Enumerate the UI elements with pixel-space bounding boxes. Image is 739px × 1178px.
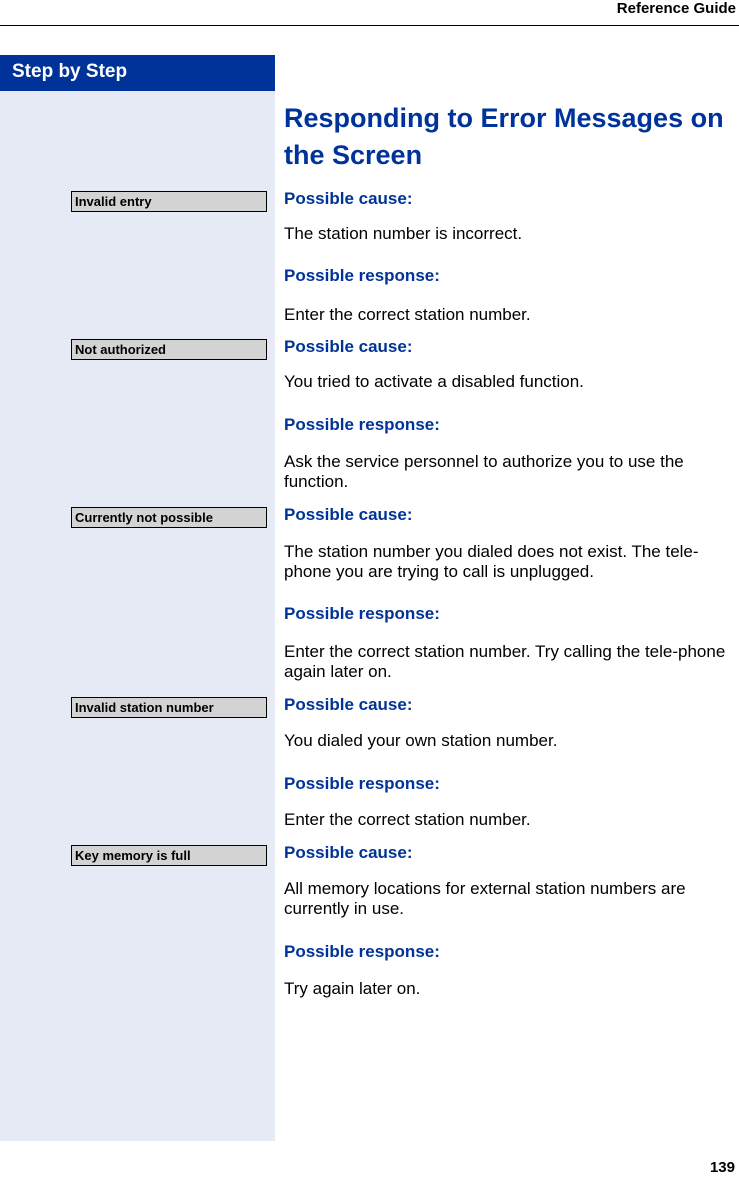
cause-text: You dialed your own station number.: [284, 731, 558, 750]
display-message-invalid-station-number: Invalid station number: [71, 697, 267, 718]
sidebar-title: Step by Step: [12, 61, 128, 82]
cause-label: Possible cause:: [284, 189, 413, 208]
header-rule: [0, 25, 739, 26]
response-label: Possible response:: [284, 604, 440, 623]
cause-label: Possible cause:: [284, 505, 413, 524]
page-title: Responding to Error Messages on the Screen: [284, 103, 724, 170]
response-text: Enter the correct station number. Try calling the tele-phone again later on.: [284, 642, 726, 681]
response-label: Possible response:: [284, 942, 440, 961]
display-message-not-authorized: Not authorized: [71, 339, 267, 360]
response-text: Enter the correct station number.: [284, 810, 531, 829]
response-label: Possible response:: [284, 266, 440, 285]
cause-label: Possible cause:: [284, 843, 413, 862]
response-text: Try again later on.: [284, 979, 421, 998]
response-label: Possible response:: [284, 415, 440, 434]
cause-text: You tried to activate a disabled function.: [284, 372, 584, 391]
cause-text: The station number is incorrect.: [284, 224, 523, 243]
page-number: 139: [709, 1159, 735, 1176]
response-label: Possible response:: [284, 774, 440, 793]
cause-label: Possible cause:: [284, 337, 413, 356]
cause-text: All memory locations for external station numbers are currently in use.: [284, 879, 686, 918]
cause-text: The station number you dialed does not exist. The tele-phone you are trying to call is unplugged.: [284, 542, 699, 581]
display-message-currently-not-possible: Currently not possible: [71, 507, 267, 528]
step-by-step-sidebar: [0, 55, 275, 1141]
cause-label: Possible cause:: [284, 695, 413, 714]
running-head: Reference Guide: [616, 0, 736, 17]
response-text: Ask the service personnel to authorize you to use the function.: [284, 452, 684, 491]
display-message-invalid-entry: Invalid entry: [71, 191, 267, 212]
display-message-key-memory-full: Key memory is full: [71, 845, 267, 866]
response-text: Enter the correct station number.: [284, 305, 531, 324]
